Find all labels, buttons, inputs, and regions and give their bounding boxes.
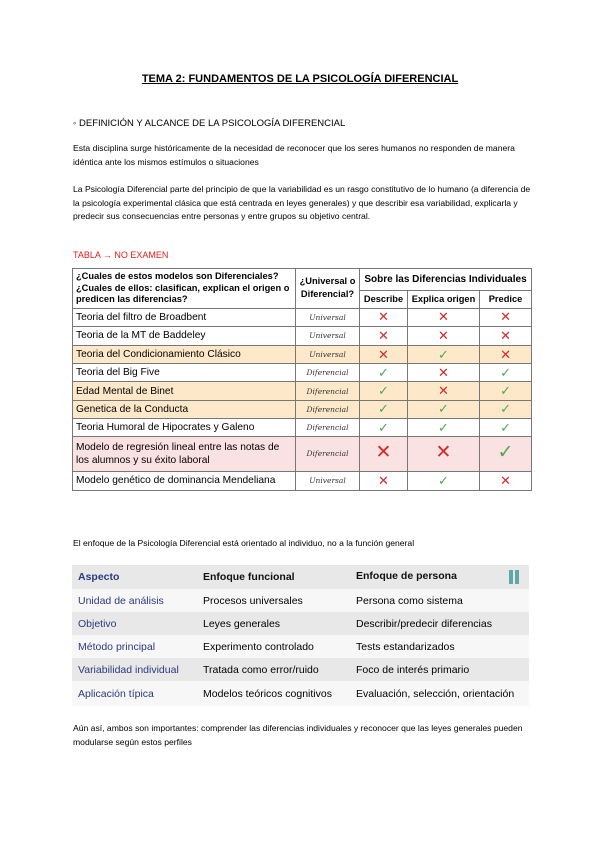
table-label: TABLA → NO EXAMEN xyxy=(73,250,169,260)
persona-cell: Persona como sistema xyxy=(350,589,529,612)
table-row xyxy=(72,635,529,658)
cross-icon: ✕ xyxy=(438,364,449,380)
paragraph-1: Esta disciplina surge históricamente de la necesidad de reconocer que los seres humanos no responden de manera idéntica ante los mismos estímulos o situaciones xyxy=(73,143,515,167)
table-row xyxy=(72,681,529,706)
table-row xyxy=(72,658,529,681)
table-row xyxy=(72,612,529,635)
funcional-cell: Tratada como error/ruido xyxy=(197,658,350,681)
category-cell: Diferencial xyxy=(296,382,360,400)
paragraph-2: La Psicología Diferencial parte del principio de que la variabilidad es un rasgo constitutivo de lo humano (a diferencia de la psicología experimental clásica que está centrada en leyes generales) y que describir esa variabilidad, explicarla y predecir sus consecuencias entre personas y entre grupos su objetivo central. xyxy=(73,184,531,222)
check-icon: ✓ xyxy=(500,401,511,417)
model-name: Modelo genético de dominancia Mendeliana xyxy=(73,471,296,490)
section-heading: ◦ DEFINICIÓN Y ALCANCE DE LA PSICOLOGÍA DIFERENCIAL xyxy=(73,118,346,129)
table-row xyxy=(73,308,532,326)
persona-cell: Evaluación, selección, orientación xyxy=(350,681,529,706)
model-name: Teoria Humoral de Hipocrates y Galeno xyxy=(73,418,296,436)
cross-icon: ✕ xyxy=(378,472,389,488)
persona-cell: Foco de interés primario xyxy=(350,658,529,681)
table-row xyxy=(72,589,529,612)
check-icon: ✓ xyxy=(438,472,449,488)
cross-icon: ✕ xyxy=(500,327,511,343)
cross-icon: ✕ xyxy=(438,309,449,325)
model-name: Genetica de la Conducta xyxy=(73,400,296,418)
cross-icon: ✕ xyxy=(375,442,392,464)
check-icon: ✓ xyxy=(438,419,449,435)
header-aspecto: Aspecto xyxy=(72,565,197,589)
check-icon: ✓ xyxy=(500,419,511,435)
model-name: Modelo de regresión lineal entre las notas de los alumnos y su éxito laboral xyxy=(73,437,296,471)
approach-table xyxy=(72,565,529,706)
category-cell: Diferencial xyxy=(296,418,360,436)
check-icon: ✓ xyxy=(378,401,389,417)
cross-icon: ✕ xyxy=(378,346,389,362)
funcional-cell: Procesos universales xyxy=(197,589,350,612)
col-predice-header: Predice xyxy=(480,291,532,308)
cross-icon: ✕ xyxy=(500,472,511,488)
table-row xyxy=(73,437,532,471)
funcional-cell: Experimento controlado xyxy=(197,635,350,658)
check-icon: ✓ xyxy=(438,401,449,417)
aspect-cell: Método principal xyxy=(72,635,197,658)
model-name: Teoria de la MT de Baddeley xyxy=(73,326,296,345)
check-icon: ✓ xyxy=(500,383,511,399)
cross-icon: ✕ xyxy=(378,327,389,343)
category-cell: Diferencial xyxy=(296,364,360,382)
check-icon: ✓ xyxy=(497,442,514,464)
page-title: TEMA 2: FUNDAMENTOS DE LA PSICOLOGÍA DIFERENCIAL xyxy=(141,73,459,85)
funcional-cell: Modelos teóricos cognitivos xyxy=(197,681,350,706)
category-cell: Diferencial xyxy=(296,400,360,418)
category-cell: Universal xyxy=(296,308,360,326)
cross-icon: ✕ xyxy=(500,309,511,325)
category-cell: Universal xyxy=(296,346,360,364)
model-name: Teoria del Big Five xyxy=(73,364,296,382)
aspect-cell: Objetivo xyxy=(72,612,197,635)
paragraph-3: El enfoque de la Psicología Diferencial está orientado al individuo, no a la función general xyxy=(73,538,415,548)
table-row xyxy=(73,471,532,490)
model-name: Teoria del filtro de Broadbent xyxy=(73,308,296,326)
cross-icon: ✕ xyxy=(500,346,511,362)
aspect-cell: Variabilidad individual xyxy=(72,658,197,681)
column-bars-icon xyxy=(509,570,519,584)
check-icon: ✓ xyxy=(438,346,449,362)
check-icon: ✓ xyxy=(378,364,389,380)
cross-icon: ✕ xyxy=(438,383,449,399)
check-icon: ✓ xyxy=(378,419,389,435)
category-cell: Universal xyxy=(296,471,360,490)
col-group-header: Sobre las Diferencias Individuales xyxy=(360,269,532,291)
table-row xyxy=(73,364,532,382)
cross-icon: ✕ xyxy=(435,442,452,464)
col-universal-header: ¿Universal o Diferencial? xyxy=(296,269,360,309)
funcional-cell: Leyes generales xyxy=(197,612,350,635)
header-persona: Enfoque de persona xyxy=(350,565,529,589)
category-cell: Diferencial xyxy=(296,437,360,471)
col-describe-header: Describe xyxy=(360,291,408,308)
model-name: Edad Mental de Binet xyxy=(73,382,296,400)
check-icon: ✓ xyxy=(378,383,389,399)
table-row xyxy=(73,326,532,345)
cross-icon: ✕ xyxy=(378,309,389,325)
table-row xyxy=(73,346,532,364)
paragraph-4: Aún así, ambos son importantes: comprender las diferencias individuales y reconocer que las leyes generales pueden modularse según estos perfiles xyxy=(73,723,523,747)
table-row xyxy=(73,418,532,436)
aspect-cell: Unidad de análisis xyxy=(72,589,197,612)
model-name: Teoria del Condicionamiento Clásico xyxy=(73,346,296,364)
persona-cell: Tests estandarizados xyxy=(350,635,529,658)
models-question: ¿Cuales de estos modelos son Diferenciales? ¿Cuales de ellos: clasifican, explican el origen o predicen las diferencias? xyxy=(73,269,296,309)
table-row xyxy=(73,400,532,418)
table-row xyxy=(73,382,532,400)
category-cell: Universal xyxy=(296,326,360,345)
models-table xyxy=(72,268,532,491)
aspect-cell: Aplicación típica xyxy=(72,681,197,706)
header-funcional: Enfoque funcional xyxy=(197,565,350,589)
cross-icon: ✕ xyxy=(438,327,449,343)
check-icon: ✓ xyxy=(500,364,511,380)
col-explica-header: Explica origen xyxy=(408,291,480,308)
persona-cell: Describir/predecir diferencias xyxy=(350,612,529,635)
